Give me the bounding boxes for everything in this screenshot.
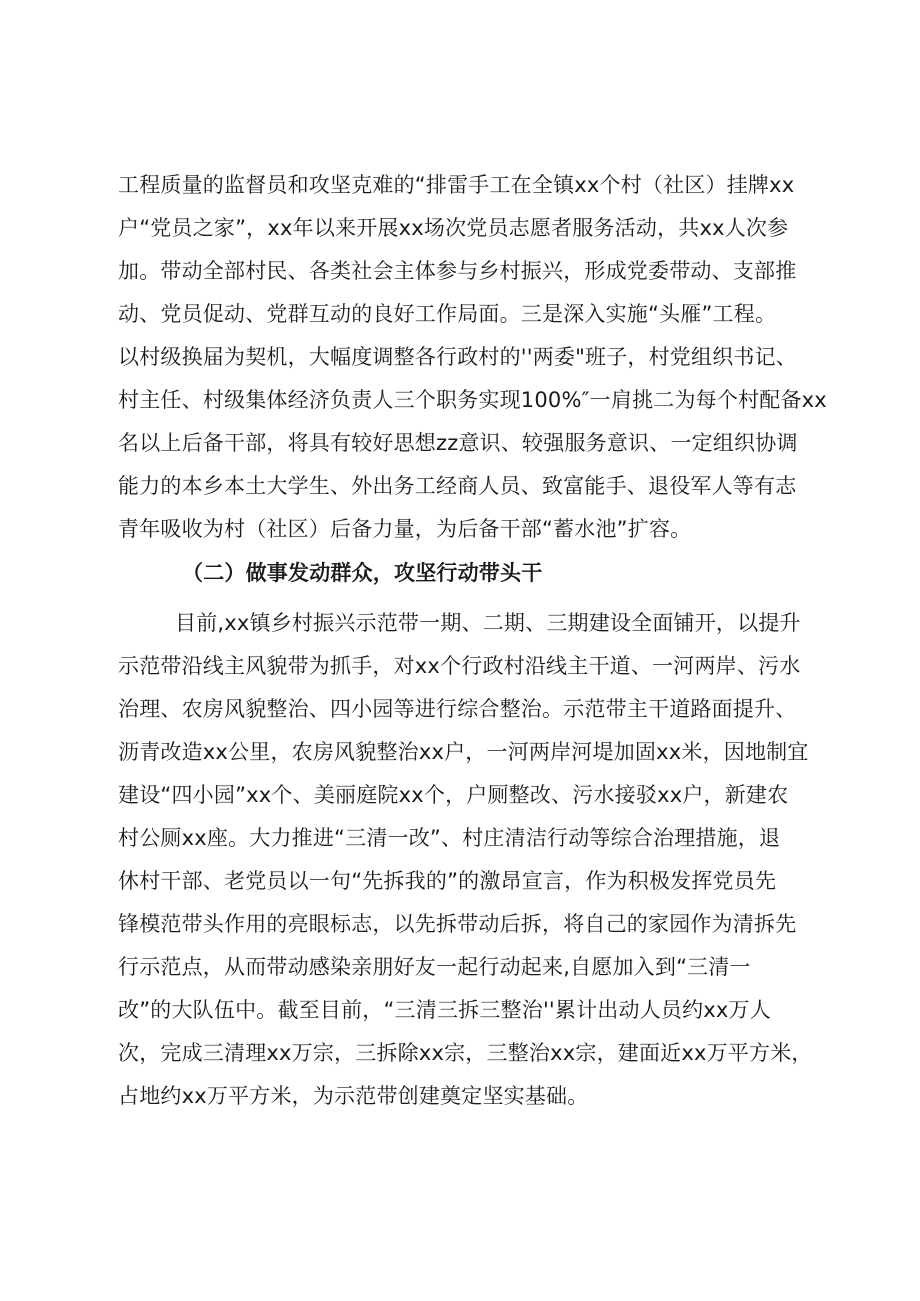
- paragraph-line: 示范带沿线主风貌带为抓手，对xx个行政村沿线主干道、一河两岸、污水: [118, 654, 801, 678]
- paragraph-line: 休村干部、老党员以一句“先拆我的”的激昂宣言，作为积极发挥党员先: [118, 869, 777, 893]
- paragraph-line: 治理、农房风貌整治、四小园等进行综合整治。示范带主干道路面提升、: [118, 697, 797, 721]
- paragraph-line: 名以上后备干部，将具有较好思想zz意识、较强服务意识、一定组织协调: [118, 431, 798, 455]
- paragraph-line: 以村级换届为契机，大幅度调整各行政村的''两委"班子，村党组织书记、: [118, 345, 798, 369]
- paragraph-line: 沥青改造xx公里，农房风貌整治xx户，一河两岸河堤加固xx米，因地制宜: [118, 740, 809, 764]
- paragraph-line: 动、党员促动、党群互动的良好工作局面。三是深入实施“头雁”工程。: [118, 302, 777, 326]
- paragraph-line: 加。带动全部村民、各类社会主体参与乡村振兴，形成党委带动、支部推: [118, 259, 797, 283]
- paragraph-line: 村公厕xx座。大力推进“三清一改”、村庄清洁行动等综合治理措施，退: [118, 826, 781, 850]
- paragraph-line: 锋模范带头作用的亮眼标志，以先拆带动后拆，将自己的家园作为清拆先: [118, 912, 797, 936]
- paragraph-line: 工程质量的监督员和攻坚克难的“排雷手工在全镇xx个村（社区）挂牌xx: [118, 173, 795, 197]
- paragraph-line: 建设“四小园”xx个、美丽庭院xx个，户厕整改、污水接驳xx户，新建农: [118, 783, 789, 807]
- paragraph-line: 能力的本乡本土大学生、外出务工经商人员、致富能手、退役军人等有志: [118, 474, 797, 498]
- paragraph-line: 青年吸收为村（社区）后备力量，为后备干部“蓄水池”扩容。: [118, 517, 692, 541]
- paragraph-line: 户“党员之家”，xx年以来开展xx场次党员志愿者服务活动，共xx人次参: [118, 216, 789, 240]
- paragraph-line: 目前,xx镇乡村振兴示范带一期、二期、三期建设全面铺开，以提升: [175, 611, 801, 635]
- paragraph-line: 村主任、村级集体经济负责人三个职务实现100%″一肩挑二为每个村配备xx: [118, 388, 827, 412]
- section-heading: （二）做事发动群众，攻坚行动带头干: [182, 561, 543, 585]
- paragraph-line: 占地约xx万平方米，为示范带创建奠定坚实基础。: [118, 1084, 589, 1108]
- paragraph-line: 改”的大队伍中。截至目前，“三清三拆三整治''累计出动人员约xx万人: [118, 998, 771, 1022]
- paragraph-line: 行示范点，从而带动感染亲朋好友一起行动起来,自愿加入到“三清一: [118, 955, 751, 979]
- paragraph-line: 次，完成三清理xx万宗，三拆除xx宗，三整治xx宗，建面近xx万平方米，: [118, 1041, 813, 1065]
